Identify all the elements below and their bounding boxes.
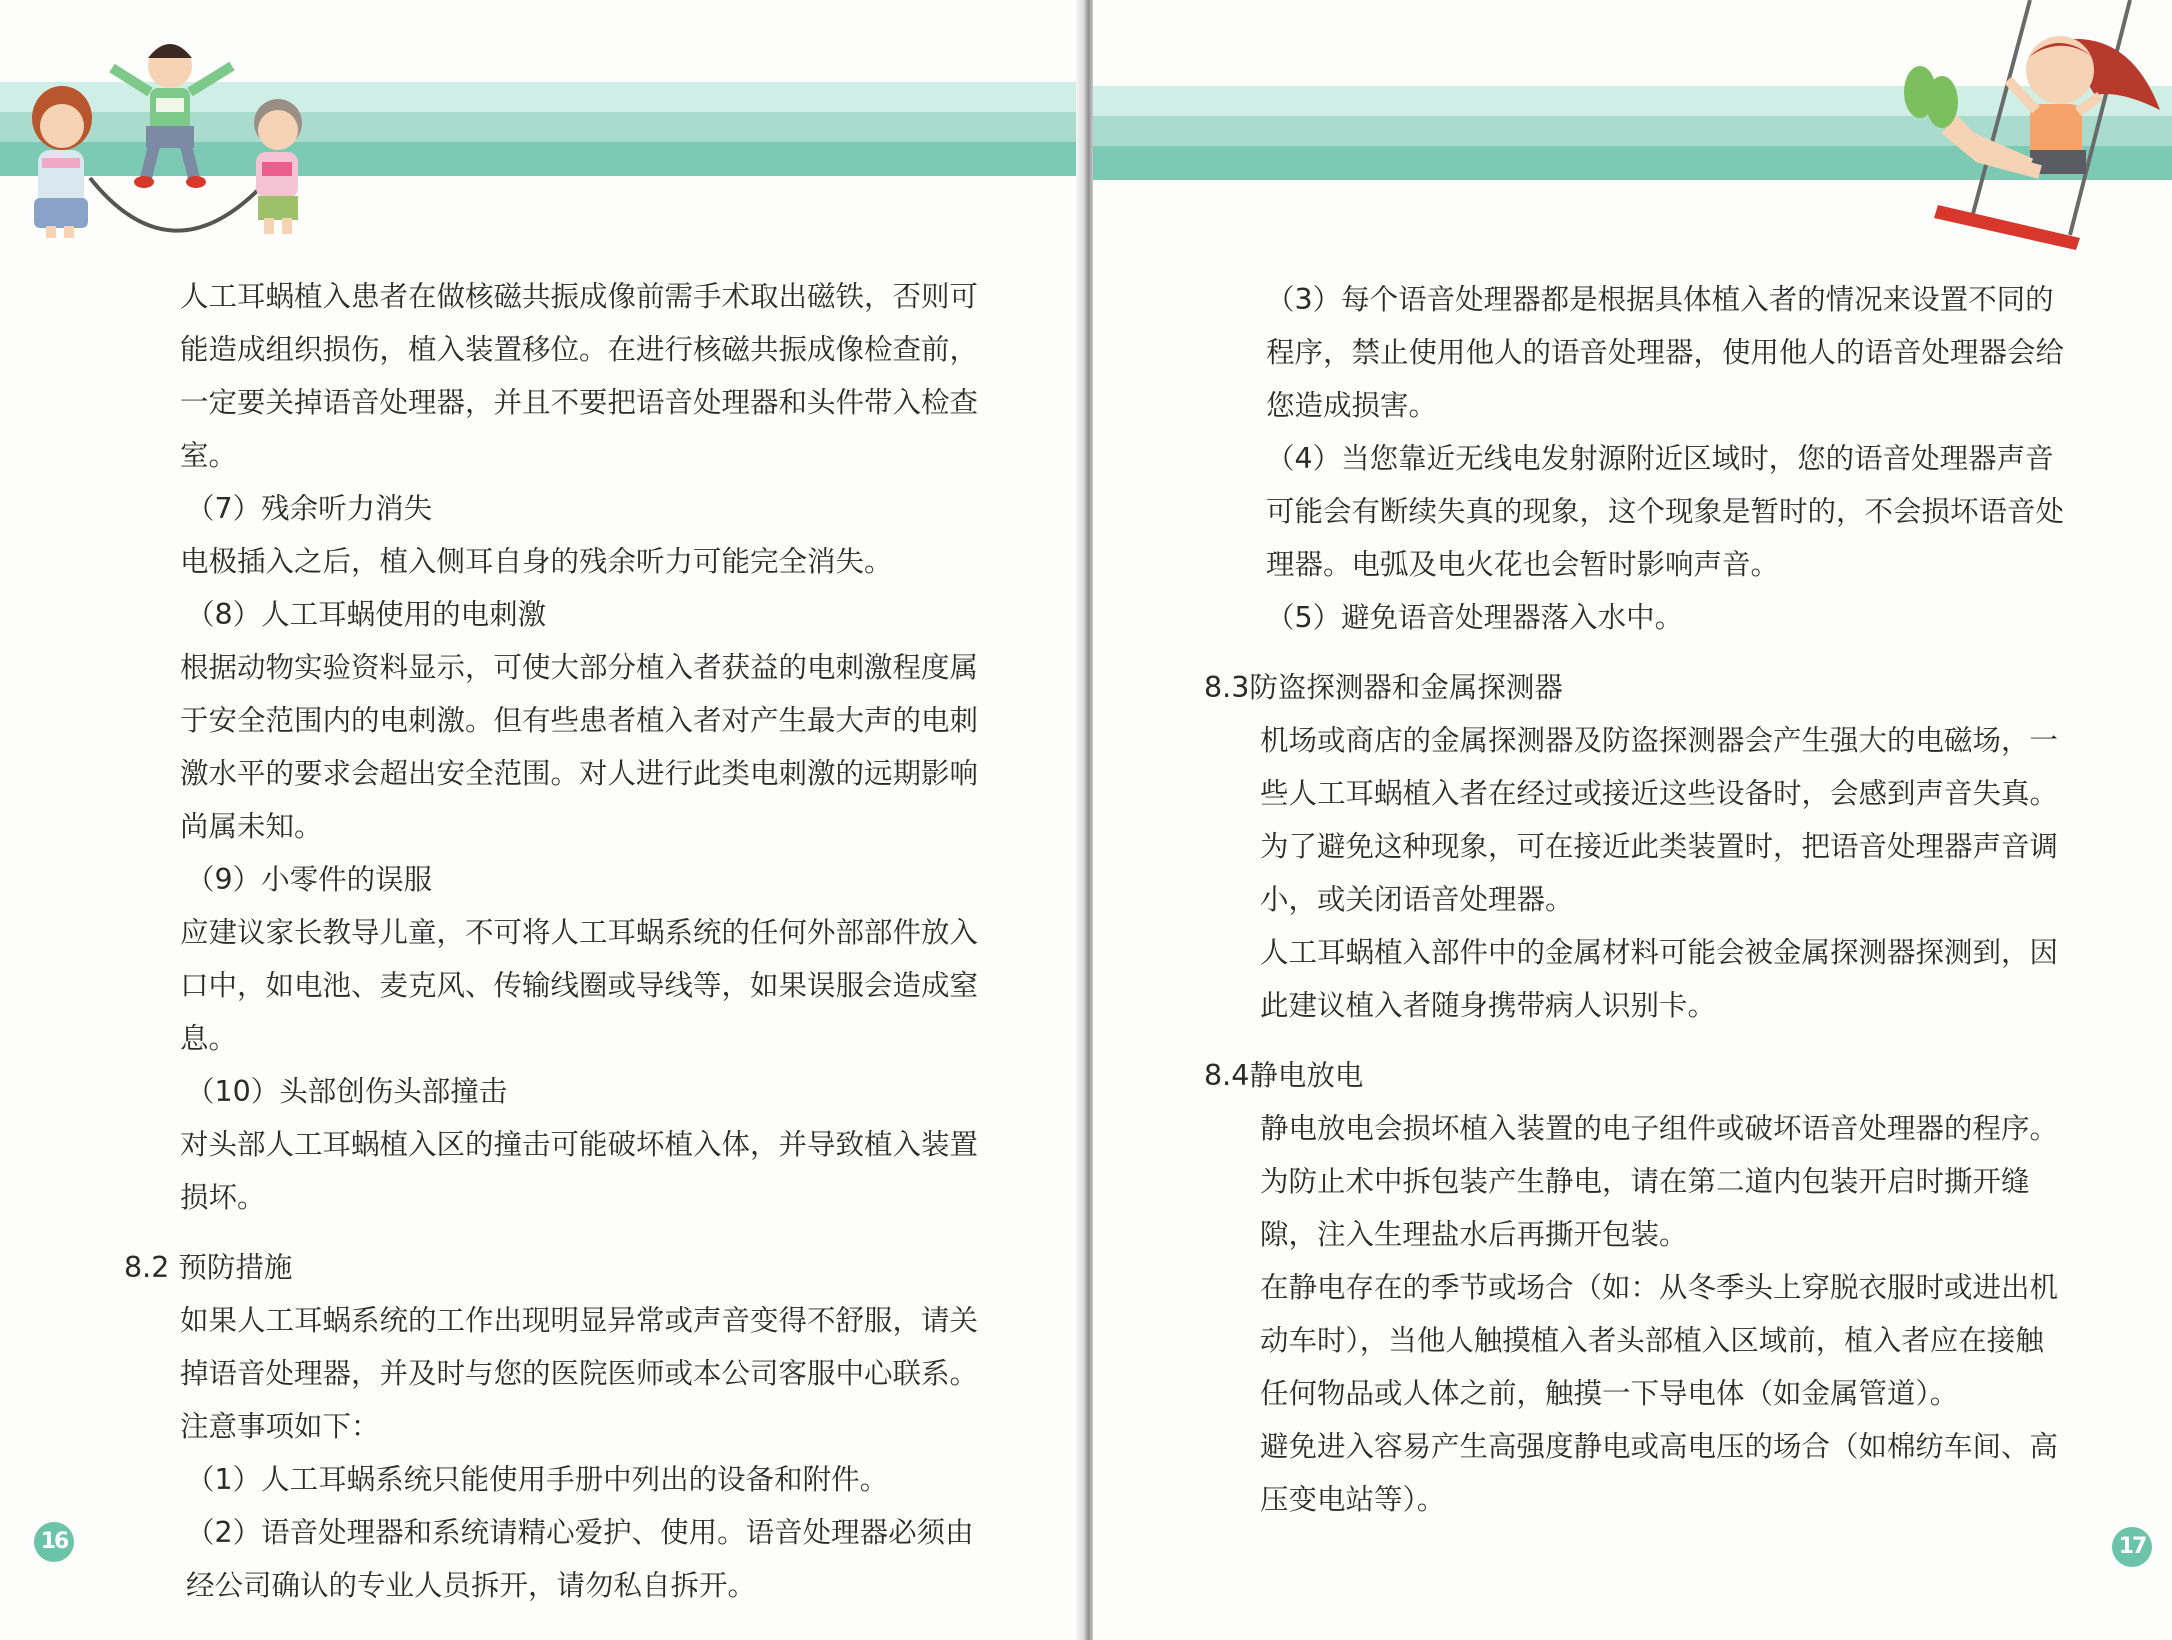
paragraph: 注意事项如下： [180,1410,380,1443]
paragraph: 根据动物实验资料显示，可使大部分植入者获益的电刺激程度属于安全范围内的电刺激。但有些患者植入者对产生最大声的电刺激水平的要求会超出安全范围。对人进行此类电刺激的远期影响尚属未知。 [180,651,979,843]
subheading: （8）人工耳蜗使用的电刺激 [186,598,547,631]
children-jump-rope-illustration [20,18,320,248]
paragraph: 电极插入之后，植入侧耳自身的残余听力可能完全消失。 [180,545,893,578]
paragraph: 为防止术中拆包装产生静电，请在第二道内包装开启时撕开缝隙，注入生理盐水后再撕开包装。 [1260,1165,2030,1251]
list-item: （2）语音处理器和系统请精心爱护、使用。语音处理器必须由经公司确认的专业人员拆开，请勿私自拆开。 [186,1516,974,1602]
subheading: （9）小零件的误服 [186,863,433,896]
page-number: 16 [34,1522,74,1562]
paragraph: 避免进入容易产生高强度静电或高电压的场合（如棉纺车间、高压变电站等）。 [1260,1430,2059,1516]
section-heading: 8.4静电放电 [1204,1059,1364,1092]
paragraph: 如果人工耳蜗系统的工作出现明显异常或声音变得不舒服，请关掉语音处理器，并及时与您的医院医师或本公司客服中心联系。 [180,1304,979,1390]
girl-on-swing-illustration [1880,0,2160,260]
list-item: （5）避免语音处理器落入水中。 [1266,601,1684,634]
list-item: （1）人工耳蜗系统只能使用手册中列出的设备和附件。 [186,1463,889,1496]
list-item: （4）当您靠近无线电发射源附近区域时，您的语音处理器声音可能会有断续失真的现象，这个现象是暂时的，不会损坏语音处理器。电弧及电火花也会暂时影响声音。 [1266,442,2065,581]
paragraph: 机场或商店的金属探测器及防盗探测器会产生强大的电磁场，一些人工耳蜗植入者在经过或接近这些设备时，会感到声音失真。为了避免这种现象，可在接近此类装置时，把语音处理器声音调小，或关闭语音处理器。 [1260,724,2059,916]
subheading: （7）残余听力消失 [186,492,433,525]
list-item: （3）每个语音处理器都是根据具体植入者的情况来设置不同的程序，禁止使用他人的语音处理器，使用他人的语音处理器会给您造成损害。 [1266,283,2065,422]
paragraph: 应建议家长教导儿童，不可将人工耳蜗系统的任何外部部件放入口中，如电池、麦克风、传输线圈或导线等，如果误服会造成窒息。 [180,916,979,1055]
section-heading: 8.3防盗探测器和金属探测器 [1204,671,1563,704]
page-number: 17 [2112,1527,2152,1567]
paragraph: 人工耳蜗植入患者在做核磁共振成像前需手术取出磁铁，否则可能造成组织损伤，植入装置移位。在进行核磁共振成像检查前，一定要关掉语音处理器，并且不要把语音处理器和头件带入检查室。 [180,280,979,472]
paragraph: 对头部人工耳蜗植入区的撞击可能破坏植入体，并导致植入装置损坏。 [180,1128,979,1214]
paragraph: 人工耳蜗植入部件中的金属材料可能会被金属探测器探测到，因此建议植入者随身携带病人识别卡。 [1260,936,2059,1022]
paragraph: 在静电存在的季节或场合（如：从冬季头上穿脱衣服时或进出机动车时），当他人触摸植入者头部植入区域前，植入者应在接触任何物品或人体之前，触摸一下导电体（如金属管道）。 [1260,1271,2059,1410]
left-page-text [124,270,980,1612]
paragraph: 静电放电会损坏植入装置的电子组件或破坏语音处理器的程序。 [1260,1112,2059,1145]
section-heading: 8.2 预防措施 [124,1251,293,1284]
right-page-text [1204,273,2070,1526]
subheading: （10）头部创伤头部撞击 [186,1075,508,1108]
